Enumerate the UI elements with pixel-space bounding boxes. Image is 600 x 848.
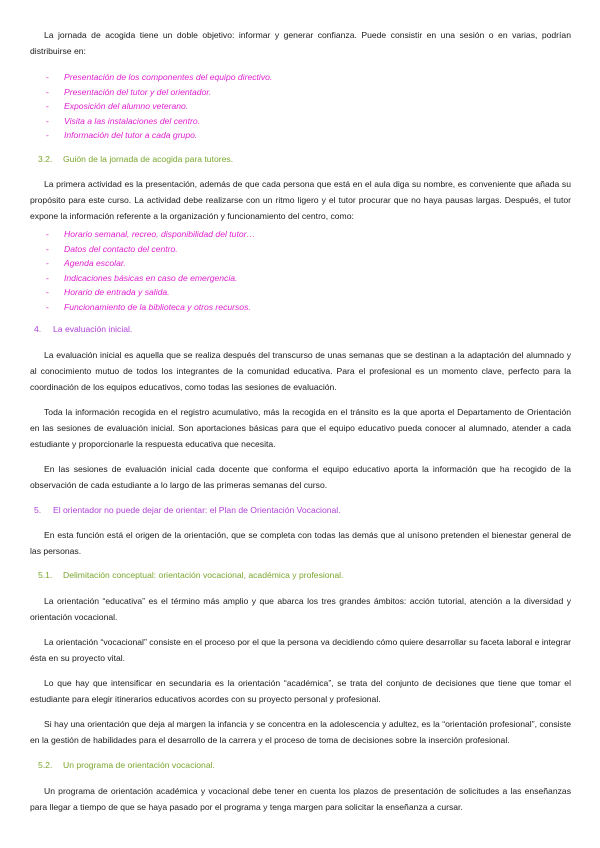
dash-bullet-icon: - (46, 287, 49, 298)
list-item: - Información del tutor a cada grupo. (30, 128, 571, 143)
section-4-paragraph-2: Toda la información recogida en el registro acumulativo, más la recogida en el tránsito es la que aporta el Departamento de Orientación en las sesiones de evaluación inicial. Son aportaciones básicas para que el equipo educativo pueda conocer al alumnado, atender a cada estudiante y proporcionarle la respuesta educativa que necesita. (30, 406, 571, 449)
section-5-1-paragraph-1: La orientación “educativa” es el término más amplio y que abarca los tres grandes ámbitos: acción tutorial, atención a la diversidad y orientación vocacional. (30, 595, 571, 622)
section-heading-5: 5. El orientador no puede dejar de orientar: el Plan de Orientación Vocacional. (34, 504, 341, 515)
dash-bullet-icon: - (46, 301, 49, 312)
list-item: - Datos del contacto del centro. (30, 242, 571, 257)
section-heading-4: 4. La evaluación inicial. (34, 323, 133, 334)
list-item: - Funcionamiento de la biblioteca y otros recursos. (30, 300, 571, 315)
dash-bullet-icon: - (46, 72, 49, 82)
section-heading-5-1: 5.1. Delimitación conceptual: orientación vocacional, académica y profesional. (38, 569, 344, 580)
section-5-1-paragraph-4: Si hay una orientación que deja al margen la infancia y se concentra en la adolescencia y adultez, es la “orientación profesional”, consiste en la gestión de habilidades para el desarrollo de la carrera y el proceso de toma de decisiones sobre la inserción profesional. (30, 718, 571, 745)
dash-bullet-icon: - (46, 258, 49, 269)
list-item: - Exposición del alumno veterano. (30, 99, 571, 114)
welcome-day-list (30, 70, 571, 143)
section-5-paragraph: En esta función está el origen de la orientación, que se completa con todas las demás que al unísono pretenden el bienestar general de las personas. (30, 529, 571, 556)
list-item: - Presentación del tutor y del orientador. (30, 85, 571, 100)
dash-bullet-icon: - (46, 243, 49, 254)
dash-bullet-icon: - (46, 228, 49, 239)
section-5-1-paragraph-3: Lo que hay que intensificar en secundaria es la orientación “académica”, se trata del conjunto de decisiones que tiene que tomar el estudiante para elegir itinerarios educativos acordes con su proyecto personal y profesional. (30, 677, 571, 704)
dash-bullet-icon: - (46, 115, 49, 126)
list-item: - Presentación de los componentes del equipo directivo. (30, 70, 571, 85)
section-4-paragraph-3: En las sesiones de evaluación inicial cada docente que conforma el equipo educativo aporta la información que ha recogido de la observación de cada estudiante a lo largo de las primeras semanas del curso. (30, 463, 571, 490)
dash-bullet-icon: - (46, 130, 49, 141)
list-item: - Horario de entrada y salida. (30, 285, 571, 300)
section-4-paragraph-1: La evaluación inicial es aquella que se realiza después del transcurso de unas semanas que se destinan a la adaptación del alumnado y al conocimiento mutuo de todos los integrantes de la comunidad educativa. Para el profesional es un momento clave, perfecto para la coordinación de los equipos educativos, como todas las sesiones de evaluación. (30, 349, 571, 392)
section-heading-5-2: 5.2. Un programa de orientación vocacional. (38, 759, 215, 770)
section-heading-3-2: 3.2. Guión de la jornada de acogida para tutores. (38, 153, 234, 164)
document-page (30, 27, 571, 815)
dash-bullet-icon: - (46, 272, 49, 283)
list-item: - Horario semanal, recreo, disponibilidad del tutor… (30, 227, 571, 242)
dash-bullet-icon: - (46, 101, 49, 112)
list-item: - Indicaciones básicas en caso de emergencia. (30, 271, 571, 286)
intro-paragraph: La jornada de acogida tiene un doble objetivo: informar y generar confianza. Puede consistir en una sesión o en varias, podrían distribuirse en: (30, 30, 571, 56)
list-item: - Visita a las instalaciones del centro. (30, 114, 571, 129)
section-3-2-paragraph: La primera actividad es la presentación, además de que cada persona que está en el aula diga su nombre, es conveniente que añada su propósito para este curso. La actividad debe realizarse con un ritmo ligero y el tutor procurar que no haya pausas largas. Después, el tutor expone la información referente a la organización y funcionamiento del centro, como: (30, 178, 571, 221)
dash-bullet-icon: - (46, 86, 49, 97)
section-5-2-paragraph: Un programa de orientación académica y vocacional debe tener en cuenta los plazos de presentación de solicitudes a las enseñanzas para llegar a tiempo de que se haya pasado por el programa y tenga margen para solicitar la enseñanza a cursar. (30, 785, 571, 812)
section-5-1-paragraph-2: La orientación “vocacional” consiste en el proceso por el que la persona va decidiendo cómo quiere desarrollar su faceta laboral e integrar ésta en su proyecto vital. (30, 636, 571, 663)
list-item: - Agenda escolar. (30, 256, 571, 271)
center-info-list (30, 227, 571, 315)
